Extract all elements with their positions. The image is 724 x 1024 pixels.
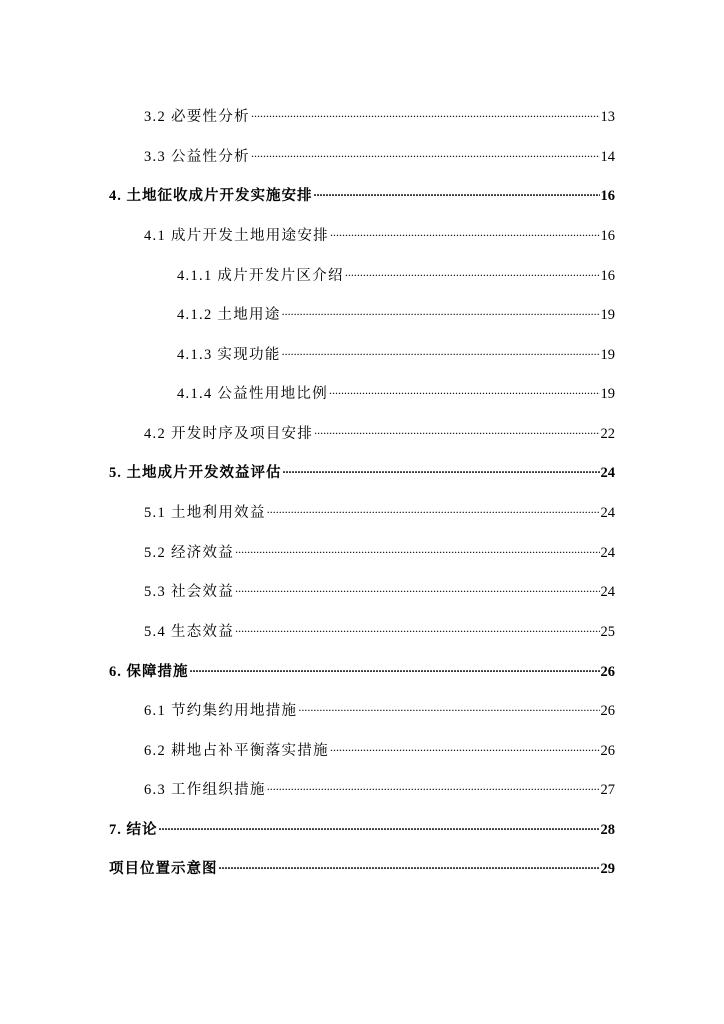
toc-entry-6-1[interactable] [144,695,615,719]
dot-leader [235,537,599,557]
toc-entry-page: 26 [600,664,615,680]
dot-leader [267,774,600,794]
toc-entry-title: 4.1 成片开发土地用途安排 [144,228,329,244]
toc-entry-title: 6.3 工作组织措施 [144,782,266,798]
toc-entry-4-1[interactable] [144,220,615,244]
toc-entry-7[interactable] [109,814,615,838]
toc-entry-4-1-4[interactable] [177,378,615,402]
toc-entry-3-2[interactable] [144,101,615,125]
toc-entry-title: 3.3 公益性分析 [144,149,250,165]
toc-entry-title: 6.2 耕地占补平衡落实措施 [144,743,329,759]
toc-entry-5-3[interactable] [144,576,615,600]
toc-entry-4-1-2[interactable] [177,299,615,323]
toc-entry-title: 4.1.2 土地用途 [177,307,281,323]
toc-entry-title: 4.1.1 成片开发片区介绍 [177,268,344,284]
toc-entry-page: 14 [600,149,615,165]
toc-entry-5-4[interactable] [144,616,615,640]
toc-entry-page: 16 [600,268,615,284]
toc-entry-3-3[interactable] [144,141,615,165]
toc-entry-4[interactable] [109,180,615,204]
toc-entry-page: 24 [600,584,615,600]
toc-entry-page: 24 [600,465,615,481]
toc-entry-page: 28 [600,822,615,838]
dot-leader [330,220,600,240]
toc-entry-page: 29 [600,861,615,877]
dot-leader [298,695,599,715]
toc-entry-title: 5. 土地成片开发效益评估 [109,465,282,481]
dot-leader [283,457,600,477]
toc-entry-6-3[interactable] [144,774,615,798]
dot-leader [267,497,600,517]
toc-entry-page: 19 [600,386,615,402]
toc-entry-page: 26 [600,743,615,759]
dot-leader [190,656,600,676]
toc-entry-title: 6. 保障措施 [109,664,189,680]
toc-entry-page: 24 [600,505,615,521]
toc-entry-page: 19 [600,347,615,363]
toc-entry-title: 5.1 土地利用效益 [144,505,266,521]
toc-entry-6-2[interactable] [144,735,615,759]
toc-entry-title: 4. 土地征收成片开发实施安排 [109,188,313,204]
toc-entry-title: 项目位置示意图 [109,861,218,877]
dot-leader [330,735,600,755]
dot-leader [235,576,599,596]
dot-leader [235,616,599,636]
toc-entry-4-1-3[interactable] [177,339,615,363]
toc-entry-title: 4.1.4 公益性用地比例 [177,386,329,402]
dot-leader [219,853,600,873]
toc-entry-page: 26 [600,703,615,719]
toc-entry-page: 22 [600,426,615,442]
dot-leader [314,418,599,438]
toc-entry-page: 25 [600,624,615,640]
toc-entry-page: 16 [600,188,615,204]
toc-entry-title: 5.2 经济效益 [144,545,235,561]
toc-entry-page: 24 [600,545,615,561]
toc-entry-title: 4.2 开发时序及项目安排 [144,426,314,442]
toc-entry-title: 5.4 生态效益 [144,624,235,640]
toc-entry-page: 19 [600,307,615,323]
toc-entry-page: 16 [600,228,615,244]
toc-entry-4-2[interactable] [144,418,615,442]
toc-entry-page: 27 [600,782,615,798]
toc-entry-5-2[interactable] [144,537,615,561]
dot-leader [345,260,600,280]
toc-entry-title: 7. 结论 [109,822,158,838]
dot-leader [329,378,599,398]
dot-leader [282,339,600,359]
dot-leader [314,180,600,200]
toc-entry-title: 6.1 节约集约用地措施 [144,703,298,719]
toc-entry-title: 5.3 社会效益 [144,584,235,600]
toc-entry-5-1[interactable] [144,497,615,521]
toc-entry-5[interactable] [109,457,615,481]
dot-leader [251,141,600,161]
toc-entry-page: 13 [600,109,615,125]
dot-leader [282,299,600,319]
toc-entry-4-1-1[interactable] [177,260,615,284]
dot-leader [159,814,600,834]
dot-leader [251,101,600,121]
toc-entry-location-map[interactable] [109,853,615,877]
toc-entry-title: 3.2 必要性分析 [144,109,250,125]
toc-entry-title: 4.1.3 实现功能 [177,347,281,363]
toc-entry-6[interactable] [109,656,615,680]
